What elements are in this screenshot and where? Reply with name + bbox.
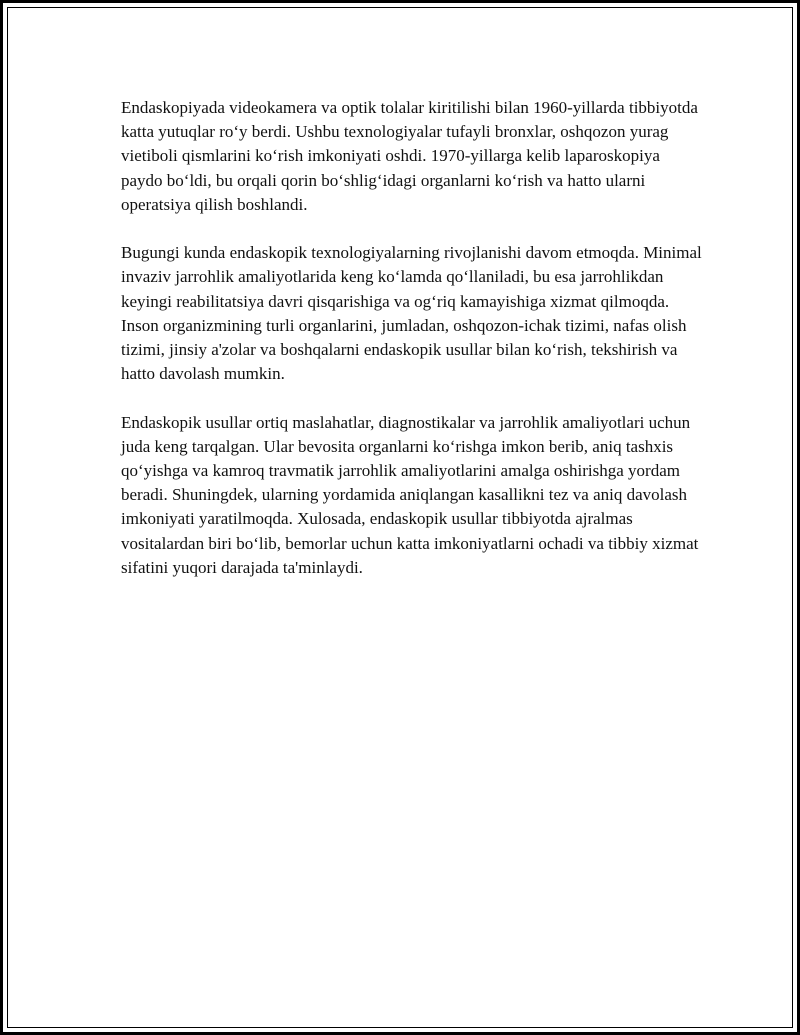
paragraph-1: Endaskopiyada videokamera va optik tolalar kiritilishi bilan 1960-yillarda tibbiyotda katta yutuqlar roʻy berdi. Ushbu texnologiyalar tufayli bronxlar, oshqozon yurag vietiboli qismlarini koʻrish imkoniyati oshdi. 1970-yillarga kelib laparoskopiya paydo boʻldi, bu orqali qorin boʻshligʻidagi organlarni koʻrish va hatto ularni operatsiya qilish boshlandi. <box>121 98 698 214</box>
document-body <box>121 96 703 604</box>
paragraph-2: Bugungi kunda endaskopik texnologiyalarning rivojlanishi davom etmoqda. Minimal invaziv jarrohlik amaliyotlarida keng koʻlamda qoʻllaniladi, bu esa jarrohlikdan keyingi reabilitatsiya davri qisqarishiga va ogʻriq kamayishiga xizmat qilmoqda. Inson organizmining turli organlarini, jumladan, oshqozon-ichak tizimi, nafas olish tizimi, jinsiy a'zolar va boshqalarni endaskopik usullar bilan koʻrish, tekshirish va hatto davolash mumkin. <box>121 243 702 384</box>
paragraph-3: Endaskopik usullar ortiq maslahatlar, diagnostikalar va jarrohlik amaliyotlari uchun juda keng tarqalgan. Ular bevosita organlarni koʻrishga imkon berib, aniq tashxis qoʻyishga va kamroq travmatik jarrohlik amaliyotlarini amalga oshirishga yordam beradi. Shuningdek, ularning yordamida aniqlangan kasallikni tez va aniq davolash imkoniyati yaratilmoqda. Xulosada, endaskopik usullar tibbiyotda ajralmas vositalardan biri boʻlib, bemorlar uchun katta imkoniyatlarni ochadi va tibbiy xizmat sifatini yuqori darajada ta'minlaydi. <box>121 412 699 577</box>
